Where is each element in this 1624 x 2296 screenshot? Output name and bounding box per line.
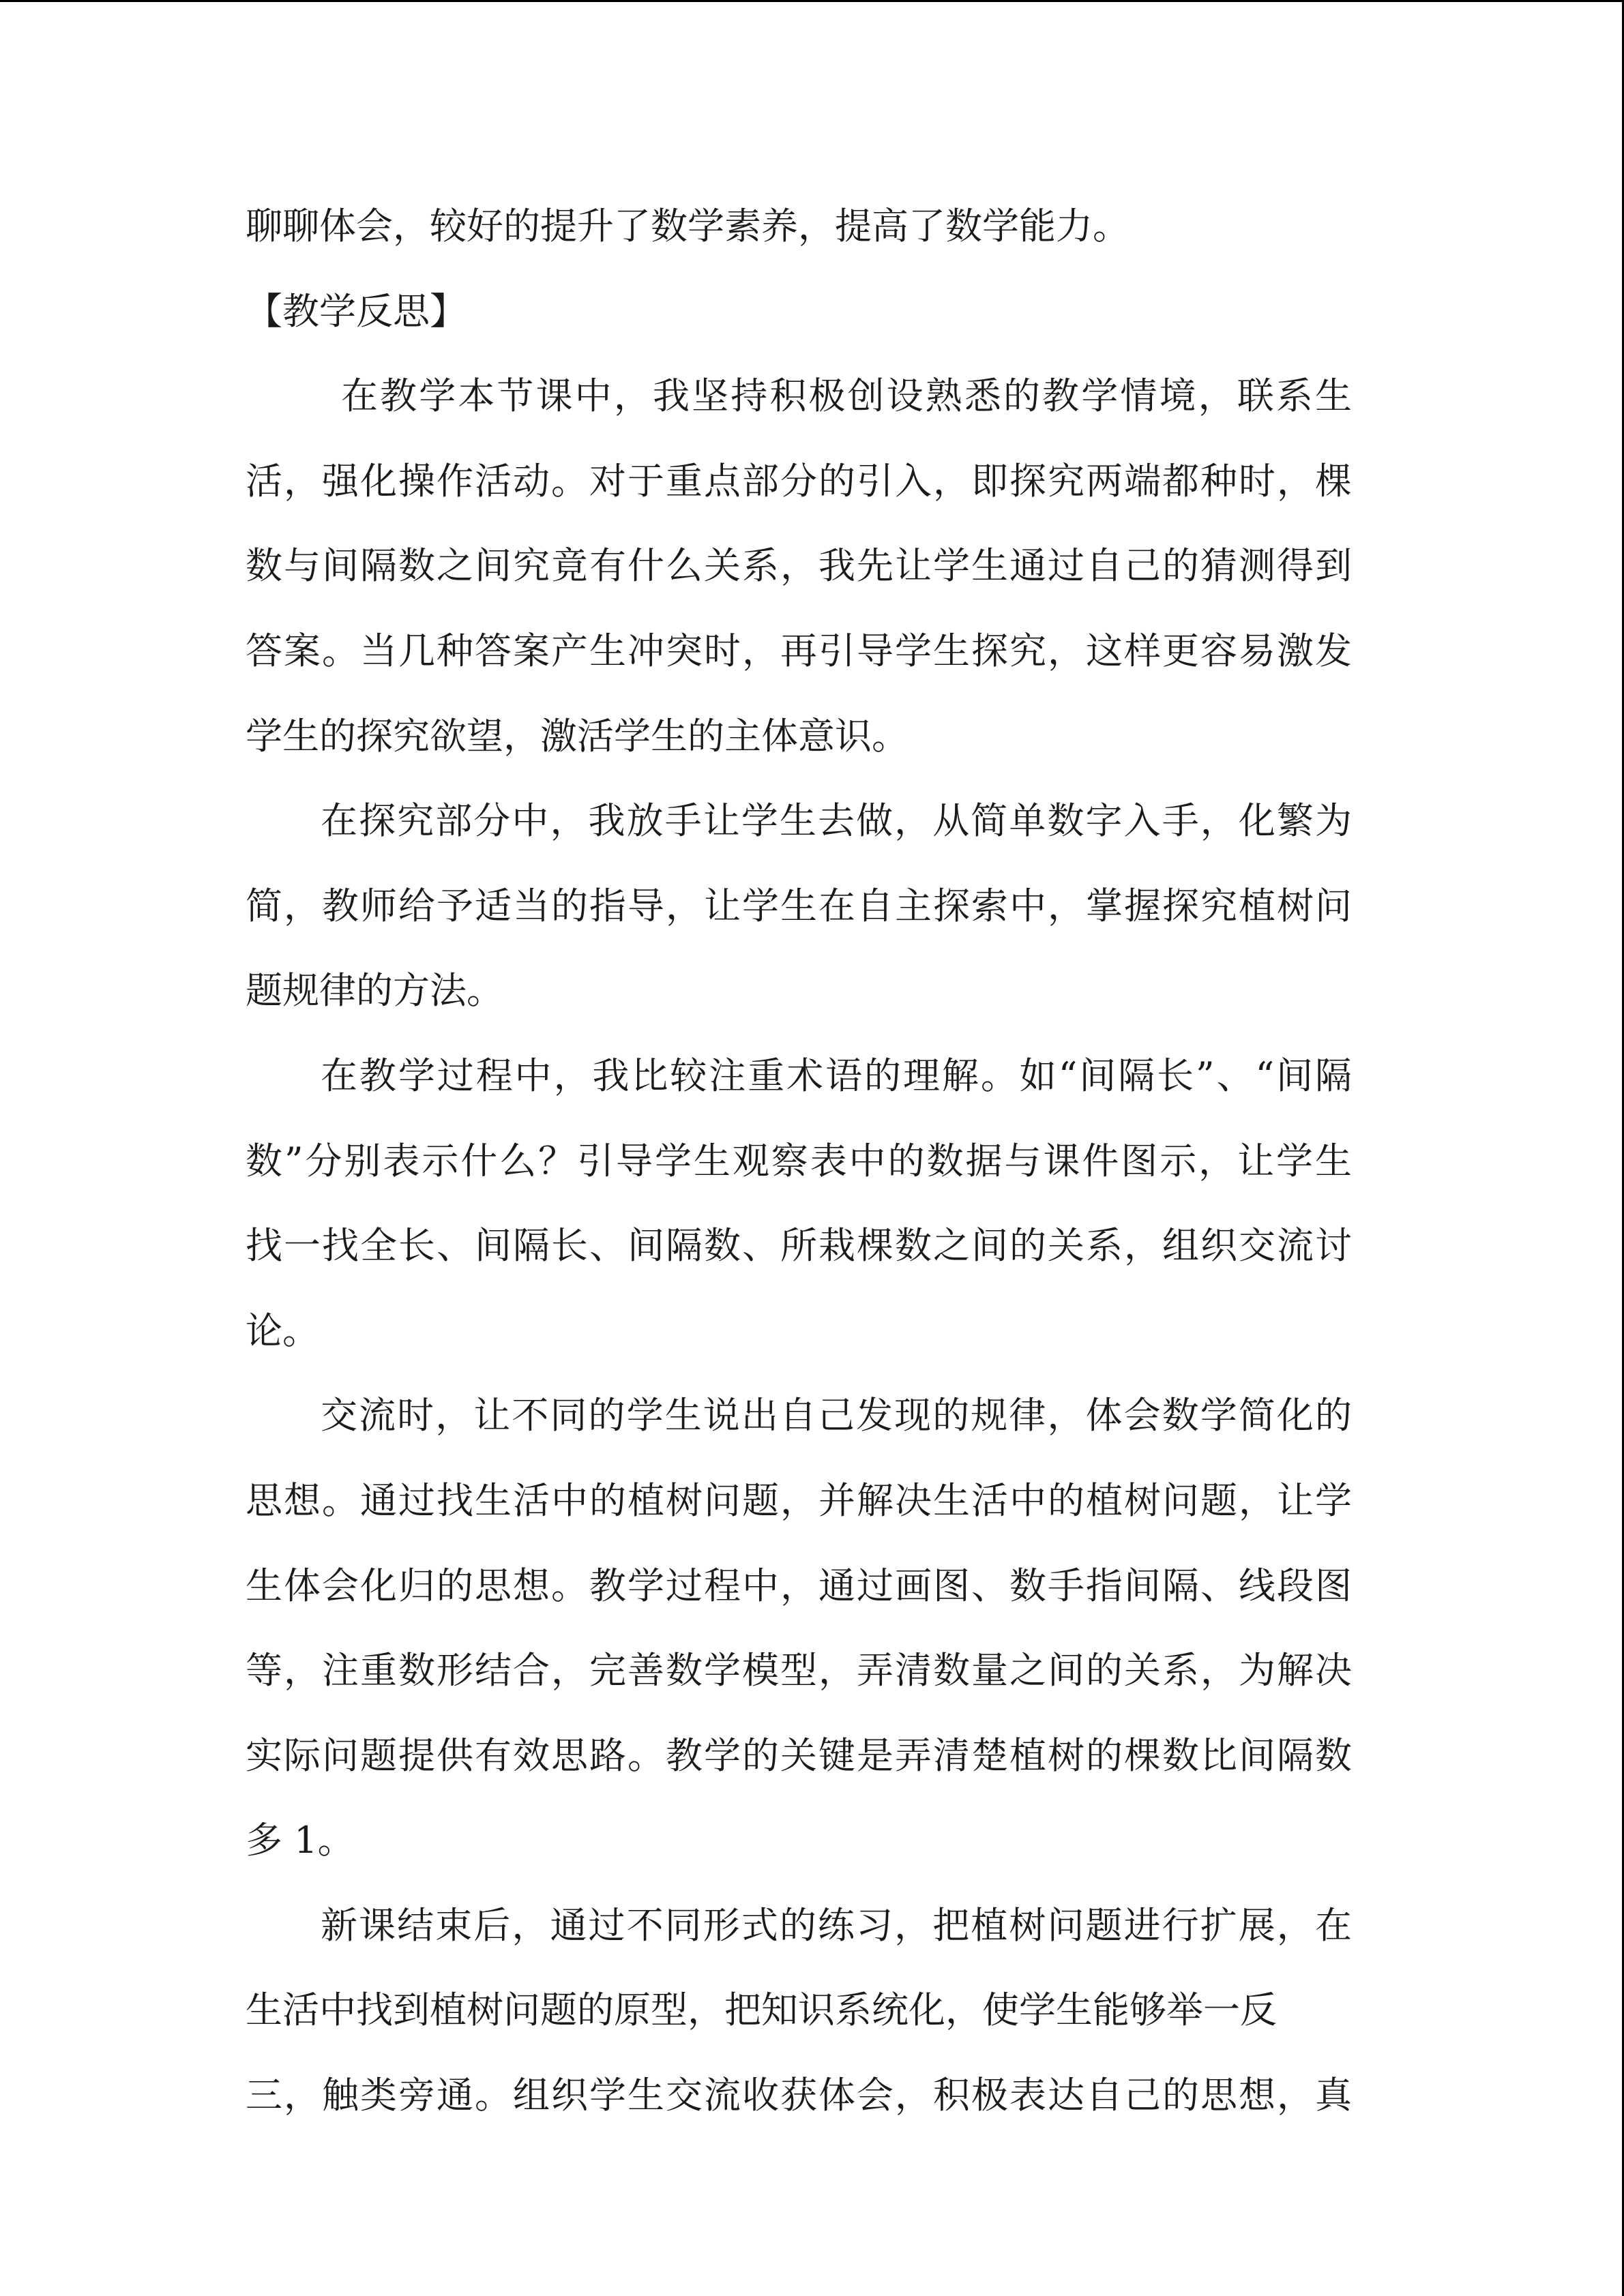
text-line-18: 等，注重数形结合，完善数学模型，弄清数量之间的关系，为解决 xyxy=(246,1649,1352,1693)
text-line-4: 活，强化操作活动。对于重点部分的引入，即探究两端都种时，棵 xyxy=(246,459,1352,503)
text-line-11: 在教学过程中，我比较注重术语的理解。如“间隔长”、“间隔 xyxy=(321,1054,1352,1097)
text-line-6: 答案。当几种答案产生冲突时，再引导学生探究，这样更容易激发 xyxy=(246,629,1352,672)
text-line-10: 题规律的方法。 xyxy=(246,969,503,1013)
text-line-23: 三，触类旁通。组织学生交流收获体会，积极表达自己的思想，真 xyxy=(246,2074,1352,2117)
text-line-1: 聊聊体会，较好的提升了数学素养，提高了数学能力。 xyxy=(246,205,1130,248)
top-border-rule xyxy=(0,0,1624,2)
text-line-17: 生体会化归的思想。教学过程中，通过画图、数手指间隔、线段图 xyxy=(246,1564,1352,1607)
text-line-22: 生活中找到植树问题的原型，把知识系统化，使学生能够举一反 xyxy=(246,1988,1277,2032)
text-line-20: 多 1。 xyxy=(246,1819,355,1862)
text-line-13: 找一找全长、间隔长、间隔数、所栽棵数之间的关系，组织交流讨 xyxy=(246,1224,1352,1268)
text-line-5: 数与间隔数之间究竟有什么关系，我先让学生通过自己的猜测得到 xyxy=(246,544,1352,588)
text-line-8: 在探究部分中，我放手让学生去做，从简单数字入手，化繁为 xyxy=(321,799,1352,843)
text-line-12: 数”分别表示什么？引导学生观察表中的数据与课件图示，让学生 xyxy=(246,1139,1352,1182)
text-line-15: 交流时，让不同的学生说出自己发现的规律，体会数学简化的 xyxy=(321,1394,1352,1437)
document-body xyxy=(246,184,1352,2138)
text-line-7: 学生的探究欲望，激活学生的主体意识。 xyxy=(246,714,909,758)
text-line-3: 在教学本节课中，我坚持积极创设熟悉的教学情境，联系生 xyxy=(341,374,1352,418)
text-line-16: 思想。通过找生活中的植树问题，并解决生活中的植树问题，让学 xyxy=(246,1478,1352,1522)
text-line-21: 新课结束后，通过不同形式的练习，把植树问题进行扩展，在 xyxy=(321,1903,1352,1947)
text-line-19: 实际问题提供有效思路。教学的关键是弄清楚植树的棵数比间隔数 xyxy=(246,1733,1352,1777)
section-heading-teaching-reflection: 【教学反思】 xyxy=(246,289,467,333)
text-line-14: 论。 xyxy=(246,1309,319,1352)
text-line-9: 简，教师给予适当的指导，让学生在自主探索中，掌握探究植树问 xyxy=(246,884,1352,927)
